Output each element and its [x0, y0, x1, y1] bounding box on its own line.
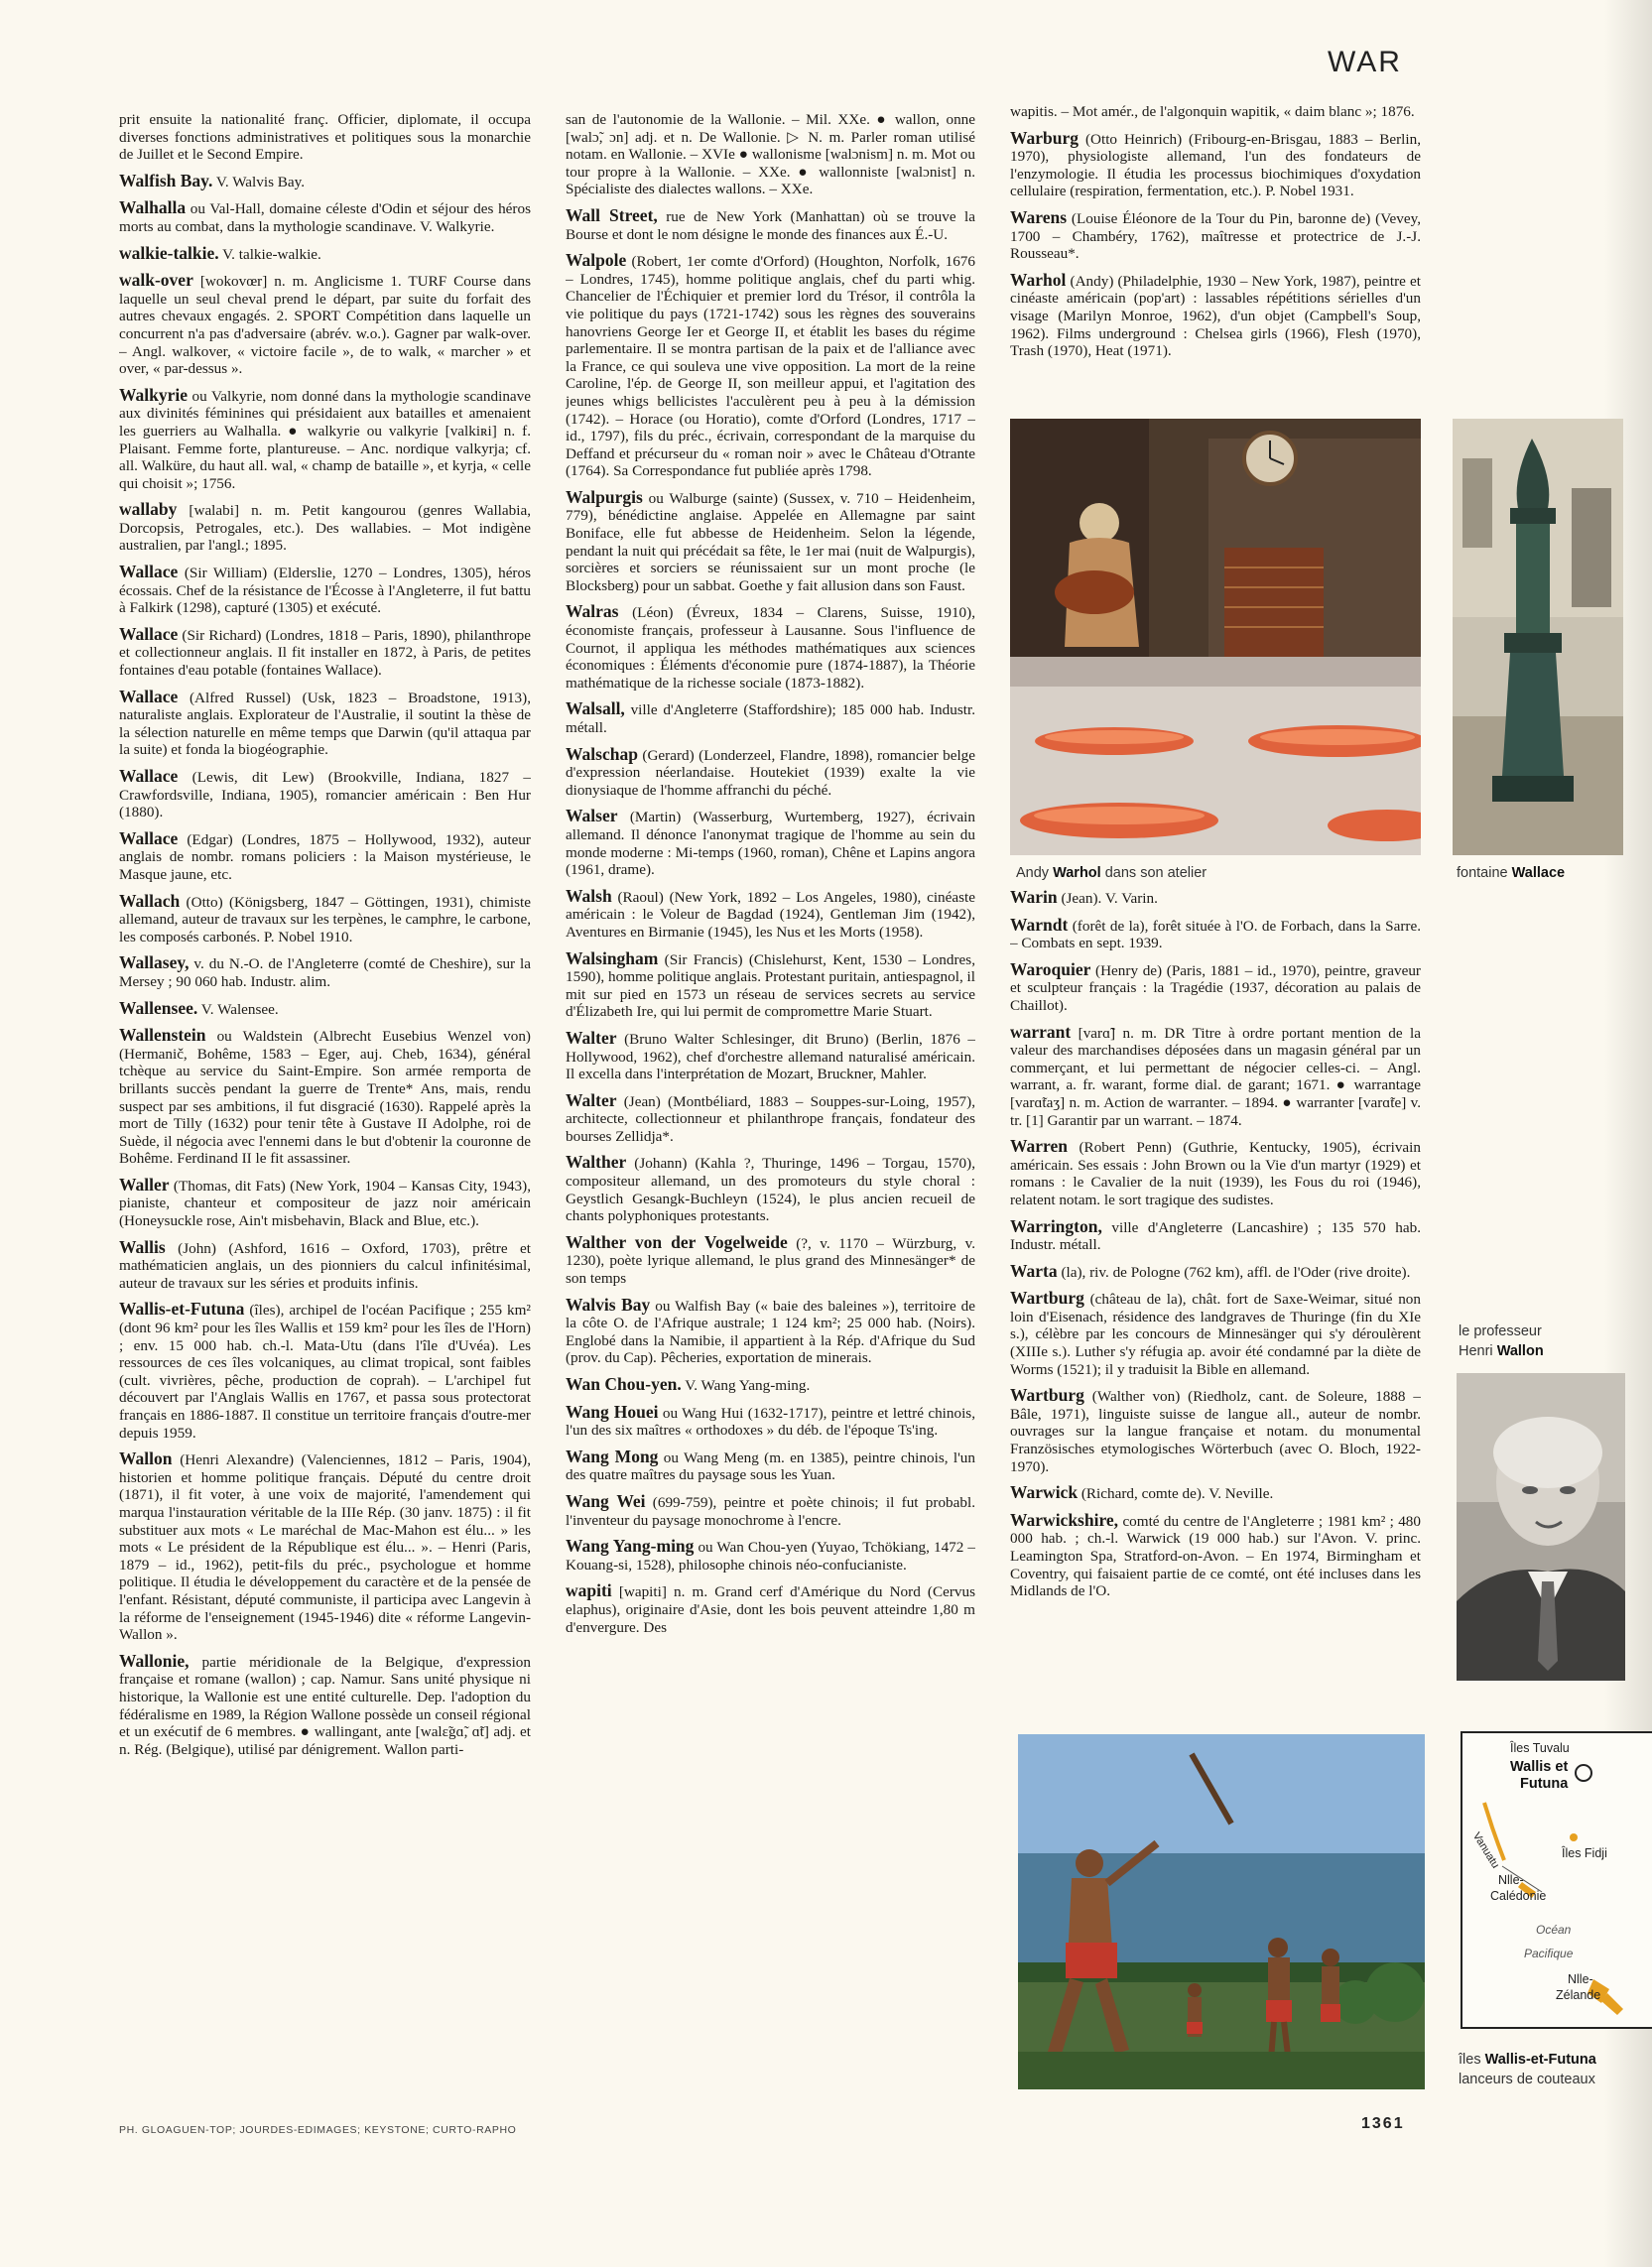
dictionary-entry [1010, 103, 1421, 121]
warhol-photo [1010, 419, 1421, 855]
entry-headword: Warrington, [1010, 1215, 1102, 1236]
entry-definition: [wokovœr] n. m. Anglicisme 1. TURF Course dans laquelle un seul cheval prend le départ, par suite du forfait des autres chevaux engagés. 2. SPORT Compétition dans laquelle un concurrent n'a pas d'adversaire (abrév. w.o.). Gagner par walk-over. – Angl. walkover, « victoire facile », de to walk, « marcher » et over, « par-dessus ». [119, 273, 531, 378]
map-title-line: Futuna [1520, 1776, 1569, 1792]
caption-text: Andy [1016, 865, 1054, 881]
dictionary-entry [1010, 914, 1421, 952]
entry-headword: Walther von der Vogelweide [566, 1231, 788, 1252]
caption-name: Wallis-et-Futuna [1484, 2052, 1596, 2068]
entry-headword: Wallasey, [119, 952, 190, 973]
dictionary-entry [1010, 269, 1421, 360]
entry-definition: rue de New York (Manhattan) où se trouve la Bourse et dont le nom désigne le monde des finances aux É.-U. [566, 207, 975, 243]
entry-definition: (Raoul) (New York, 1892 – Los Angeles, 1980), cinéaste américain : le Voleur de Bagdad (1924), Gentleman Jim (1942), Aventures en Birmanie (1945), les Nus et les Morts (1958). [566, 888, 975, 941]
entry-headword: Walsh [566, 885, 612, 906]
map-label-caledonie [1490, 1872, 1547, 1904]
map-label-line: Nlle- [1498, 1873, 1524, 1887]
dictionary-entry [119, 768, 531, 821]
map-label-tuvalu: Îles Tuvalu [1510, 1741, 1570, 1755]
entry-definition: comté du centre de l'Angleterre ; 1981 km² ; 480 000 hab. ; ch.-l. Warwick (19 000 hab.) sur l'Avon. V. princ. Leamington Spa, Stratford-on-Avon. – En 1974, Birmingham et Coventry, qui faisaient partie de ce comté, ont été incluses dans les Midlands de l'O. [1010, 1512, 1421, 1600]
dictionary-entry [1010, 889, 1421, 908]
map-label-line: Zélande [1556, 1988, 1601, 2002]
caption-text: dans son atelier [1100, 865, 1207, 881]
dictionary-entry [1010, 1138, 1421, 1208]
dictionary-entry [1010, 1484, 1421, 1503]
column-3-top [1010, 103, 1421, 421]
entry-definition: (Louise Éléonore de la Tour du Pin, baronne de) (Vevey, 1700 – Chambéry, 1762), maîtresse et protectrice de J.-J. Rousseau*. [1010, 209, 1421, 263]
entry-headword: Waroquier [1010, 958, 1091, 979]
entry-headword: Walfish Bay. [119, 170, 213, 190]
wallon-caption [1459, 1322, 1544, 1361]
page-number: 1361 [1361, 2115, 1405, 2132]
dictionary-entry [566, 1538, 975, 1574]
dictionary-entry [566, 603, 975, 692]
caption-line [1459, 1341, 1544, 1361]
dictionary-entry [119, 564, 531, 617]
wallace-fountain-photo [1453, 419, 1623, 855]
caption-text: îles [1459, 2052, 1485, 2068]
map-title-line: Wallis et [1510, 1759, 1569, 1775]
entry-headword: Warndt [1010, 914, 1069, 935]
fountain-caption [1457, 865, 1565, 881]
warhol-studio-image [1010, 419, 1421, 855]
entry-headword: Waller [119, 1174, 170, 1195]
entry-definition: (Henri Alexandre) (Valenciennes, 1812 – Paris, 1904), historien et homme politique français. Député du centre droit (1871), il fit voter, à une voix de majorité, l'amendement qui marqua l'instauration véritable de la IIIe Rép. (30 janv. 1875) : il fit substituer aux mots « Le maréchal de Mac-Mahon est élu... » les mots « Le président de la République est élu... ». – Henri (Paris, 1879 – id., 1962), petit-fils du préc., psychologue et homme politique. Il étudia le développement du caractère et de la pensée de l'enfant. Résistant, député communiste, il participa avec Langevin à la réforme de l'enseignement (1945-1946) dite « réforme Langevin-Wallon ». [119, 1451, 531, 1644]
caption-line [1459, 2050, 1596, 2070]
entry-headword: Walkyrie [119, 384, 189, 405]
entry-definition: [wapiti] n. m. Grand cerf d'Amérique du Nord (Cervus elaphus), originaire d'Asie, dont les bois peuvent atteindre 1,80 m d'envergure. Des [566, 1583, 975, 1636]
dictionary-entry [119, 384, 531, 493]
caption-text: Henri [1459, 1343, 1497, 1359]
entry-definition: prit ensuite la nationalité franç. Officier, diplomate, il occupa diverses fonctions administratives et politiques sous la monarchie de Juillet et le Second Empire. [119, 111, 531, 164]
warhol-caption [1016, 865, 1207, 881]
entry-definition: (Martin) (Wasserburg, Wurtemberg, 1927), écrivain allemand. Il dénonce l'anonymat tragique de l'homme au sein du monde moderne : Mi-temps (1960, roman), Chêne et Lapins angora (1961, drame). [566, 809, 975, 879]
entry-headword: Warin [1010, 889, 1058, 907]
dictionary-entry [566, 1376, 975, 1395]
entry-definition: ville d'Angleterre (Staffordshire); 185 000 hab. Industr. métall. [566, 701, 975, 736]
dictionary-entry [566, 1231, 975, 1288]
dictionary-entry [119, 242, 531, 264]
entry-headword: Walter [566, 1089, 617, 1110]
entry-definition: (Richard, comte de). V. Neville. [1078, 1485, 1274, 1503]
entry-definition: (Sir Richard) (Londres, 1818 – Paris, 1890), philanthrope et collectionneur anglais. Il fit installer en 1872, à Paris, de petites fontaines d'eau potable (fontaines Wallace). [119, 626, 531, 680]
dictionary-entry [566, 111, 975, 198]
dictionary-entry [1010, 1215, 1421, 1254]
entry-definition: (Robert, 1er comte d'Orford) (Houghton, Norfolk, 1676 – Londres, 1745), homme politique anglais, chef du parti whig. Chancelier de l'Échiquier et premier lord du Trésor, il contrôla la vie politique du pays (1721-1742) sous les règnes des souverains hanovriens George Ier et George II, et établit les bases du régime parlementaire. Il se montra partisan de la paix et de l'alliance avec la France, ce qui souleva une vive opposition. La mort de la reine Caroline, l'ép. de George II, son meilleur appui, et l'agitation des jeunes whigs bellicistes l'acculèrent peu à peu à la démission (1742). – Horace (ou Horatio), comte d'Orford (Londres, 1717 – id., 1797), fils du préc., écrivain, correspondant de la marquise du Deffand et précurseur du « roman noir » avec le Château d'Otrante (1764). Sa Correspondance fut publiée après 1798. [566, 253, 975, 480]
dictionary-entry [566, 700, 975, 736]
entry-definition: V. Walensee. [197, 1000, 279, 1018]
dictionary-entry [1010, 1290, 1421, 1378]
caption-name: Wallon [1496, 1343, 1544, 1359]
dictionary-entry [119, 997, 531, 1019]
map-label-line: Nlle- [1568, 1972, 1593, 1986]
entry-definition: san de l'autonomie de la Wallonie. – Mil. XXe. ● wallon, onne [walɔ̃, ɔn] adj. et n. De Wallonie. ▷ N. m. Parler roman utilisé notam. en Wallonie. – XVIe ● wallonisme [walɔnism] n. m. Mot ou tour propre à la Wallonie. – XXe. ● wallonniste [walɔnist] n. Spécialiste des dialectes wallons. – XXe. [566, 111, 975, 198]
entry-headword: Warren [1010, 1136, 1069, 1157]
caption-line: le professeur [1459, 1323, 1542, 1339]
entry-headword: Wallach [119, 890, 181, 911]
map-label-zelande [1556, 1971, 1600, 2003]
dictionary-entry [119, 1301, 531, 1442]
entry-headword: Wang Yang-ming [566, 1536, 695, 1557]
dictionary-entry [1010, 1387, 1421, 1475]
entry-definition: (Johann) (Kahla ?, Thuringe, 1496 – Torgau, 1570), compositeur allemand, un des promoteurs du style choral : Geystlich Gesangk-Buchleyn (1524), le plus ancien recueil de chants polyphoniques protestants. [566, 1155, 975, 1225]
caption-name: Wallace [1511, 865, 1566, 881]
entry-definition: V. Walvis Bay. [212, 173, 306, 190]
dictionary-entry [566, 885, 975, 942]
entry-headword: Wallis-et-Futuna [119, 1299, 245, 1320]
dictionary-entry [1010, 958, 1421, 1015]
entry-headword: Wallonie, [119, 1650, 190, 1671]
entry-definition: [varɑ̃] n. m. DR Titre à ordre portant mention de la valeur des marchandises déposées dans un magasin général par un commerçant, et lui permettant de négocier celles-ci. – Angl. warrant, a. fr. warant, forme dial. de garant; 1671. ● warrantage [varɑ̃taʒ] n. m. Action de warranter. – 1894. ● warranter [varɑ̃te] v. tr. [1] Garantir par un warrant. – 1874. [1010, 1024, 1421, 1129]
dictionary-entry [119, 1027, 531, 1168]
dictionary-entry [119, 623, 531, 680]
entry-headword: Walter [566, 1027, 617, 1048]
dictionary-entry [566, 486, 975, 595]
entry-definition: partie méridionale de la Belgique, d'expression française et romane (wallon) ; cap. Namur. Sans unité physique ni historique, la Wallonie est une entité culturelle. Dep. l'adoption du fédéralisme en 1989, la Région Wallone possède un conseil régional et un exécutif de 6 membres. ● wallingant, ante [walɛ̃gɑ̃, ɑ̃t] adj. et n. Rég. (Belgique), utilisé par dénigrement. Wallon parti- [119, 1653, 531, 1758]
entry-headword: Walsingham [566, 947, 659, 968]
entry-definition: (château de la), chât. fort de Saxe-Weimar, situé non loin d'Eisenach, résidence des landgraves de Thuringe (fin du XIe s.), célèbre par les concours de Minnesänger qui s'y déroulèrent (XIIIe s.). Luther s'y réfugia ap. avoir été condamné par la diète de Worms (1521); il y traduisit la Bible en allemand. [1010, 1291, 1421, 1378]
entry-headword: Walvis Bay [566, 1294, 651, 1315]
entry-definition: (Bruno Walter Schlesinger, dit Bruno) (Berlin, 1876 – Hollywood, 1962), chef d'orchestre allemand naturalisé américain. Il excella dans l'interprétation de Mozart, Bruckner, Mahler. [566, 1030, 975, 1083]
entry-definition: (Sir William) (Elderslie, 1270 – Londres, 1305), héros écossais. Chef de la résistance de l'Écosse à l'Angleterre, il fut battu à Falkirk (1298), capturé (1305) et exécuté. [119, 565, 531, 617]
entry-headword: Wallace [119, 686, 179, 706]
dictionary-entry [119, 686, 531, 759]
entry-definition: (Léon) (Évreux, 1834 – Clarens, Suisse, 1910), économiste français, professeur à Lausanne. Sous l'influence de Cournot, il appliqua les méthodes mathématiques aux sciences économiques : Éléments d'économie pure (1874-1887), la Théorie mathématique de la richesse sociale (1873-1882). [566, 604, 975, 692]
entry-definition: ou Val-Hall, domaine céleste d'Odin et séjour des héros morts au combat, dans la mythologie scandinave. V. Walkyrie. [119, 200, 531, 235]
dictionary-entry [119, 890, 531, 946]
entry-headword: Warhol [1010, 269, 1067, 290]
wallis-futuna-map [1461, 1731, 1652, 2029]
dictionary-entry [119, 170, 531, 191]
entry-headword: Wallenstein [119, 1025, 206, 1046]
dictionary-entry [119, 1450, 531, 1644]
running-header: WAR [1328, 46, 1402, 78]
dictionary-entry [566, 743, 975, 800]
dictionary-entry [566, 204, 975, 243]
entry-definition: (Otto Heinrich) (Fribourg-en-Brisgau, 1883 – Berlin, 1970), physiologiste allemand, l'un des fondateurs de l'enzymologie. Il étudia les processus biochimiques d'oxydation cellulaire (respiration, fermentation, etc.). P. Nobel 1931. [1010, 130, 1421, 200]
entry-headword: Wall Street, [566, 204, 658, 225]
wallis-futuna-caption [1459, 2050, 1596, 2089]
entry-headword: Walpole [566, 250, 627, 271]
entry-headword: Wartburg [1010, 1288, 1084, 1309]
entry-headword: wapiti [566, 1580, 612, 1601]
dictionary-entry [1010, 1021, 1421, 1130]
entry-definition: ou Walburge (sainte) (Sussex, v. 710 – Heidenheim, 779), bénédictine anglaise. Appelée en Allemagne par saint Boniface, elle fut abbesse de Heidenheim. Selon la légende, pendant la nuit qui précédait sa fête, le 1er mai (nuit de Walpurgis), sorcières et sorciers se réunissaient sur un mont proche (le Blocksberg) pour un sabbat. Goethe y fait allusion dans son Faust. [566, 489, 975, 594]
dictionary-entry [119, 1236, 531, 1293]
entry-definition: (Thomas, dit Fats) (New York, 1904 – Kansas City, 1943), pianiste, chanteur et compositeur de jazz noir américain (Honeysuckle rose, Ain't misbehavin, Black and Blue, etc.). [119, 1177, 531, 1230]
dictionary-entry [566, 808, 975, 878]
portrait-image [1457, 1373, 1625, 1681]
entry-headword: Walras [566, 601, 619, 622]
caption-text: fontaine [1457, 865, 1512, 881]
dictionary-entry [119, 827, 531, 884]
entry-definition: (Andy) (Philadelphie, 1930 – New York, 1987), peintre et cinéaste américain (pop'art) : lassables répétitions sérielles d'un visage (Marilyn Monroe, 1962), d'un objet (Campbell's Soup, 1962). Films underground : Chelsea girls (1966), Flesh (1970), Trash (1970), Heat (1971). [1010, 272, 1421, 360]
entry-definition: (Henry de) (Paris, 1881 – id., 1970), peintre, graveur et sculpteur français : la Tragédie (1937, décoration au palais de Chaillot). [1010, 961, 1421, 1014]
entry-definition: ou Valkyrie, nom donné dans la mythologie scandinave aux divinités féminines qui présidaient aux batailles et amenaient les guerriers au Walhalla. ● walkyrie ou valkyrie [valkiʀi] n. f. Plaisant. Femme forte, plantureuse. – Anc. nordique valkyrja; cf. all. Walküre, du haut all. wal, « champ de bataille », et kyrja, « celle qui choisit »; 1756. [119, 387, 531, 492]
entry-headword: Wallace [119, 827, 179, 848]
entry-headword: Walser [566, 806, 618, 826]
column-1 [119, 111, 531, 2095]
dictionary-entry [119, 272, 531, 378]
map-label-line: Pacifique [1524, 1947, 1574, 1960]
entry-definition: (699-759), peintre et poète chinois; il fut probabl. l'inventeur du paysage monochrome à l'encre. [566, 1493, 975, 1529]
dictionary-entry [119, 954, 531, 990]
dictionary-entry [566, 1089, 975, 1146]
entry-headword: warrant [1010, 1021, 1072, 1042]
entry-definition: (Alfred Russel) (Usk, 1823 – Broadstone, 1913), naturaliste anglais. Explorateur de l'Australie, il soutint la thèse de la sélection naturelle en même temps que Darwin (qu'il attaqua par la suite) et fonda la biogéographie. [119, 689, 531, 759]
entry-definition: (îles), archipel de l'océan Pacifique ; 255 km² (dont 96 km² pour les îles Wallis et 159 km² pour les îles de l'Horn) ; env. 15 000 hab. ch.-l. Mata-Utu (dans l'île d'Uvéa). Les ressources de ces îles volcaniques, au climat tropical, sont faibles (cult. vivrières, pêche, production de coprah). – L'archipel fut découvert par l'Anglais Wallis en 1767, et passa sous protectorat français en 1886-1887. Il constitue un territoire français d'outre-mer depuis 1959. [119, 1302, 531, 1442]
entry-definition: (forêt de la), forêt située à l'O. de Forbach, dans la Sarre. – Combats en sept. 1939. [1010, 917, 1421, 952]
entry-definition: (John) (Ashford, 1616 – Oxford, 1703), prêtre et mathématicien anglais, un des pionniers du calcul infinitésimal, auteur de travaux sur les séries et produits infinis. [119, 1239, 531, 1292]
dictionary-entry [566, 1401, 975, 1440]
entry-headword: Wang Houei [566, 1401, 659, 1422]
entry-definition: (Sir Francis) (Chislehurst, Kent, 1530 – Londres, 1590), homme politique anglais. Protestant puritain, antiespagnol, il mit sur pied en 1573 un réseau de services secrets au service d'Élizabeth Ire, qui lui permit de compromettre Marie Stuart. [566, 950, 975, 1021]
entry-headword: Warta [1010, 1260, 1058, 1281]
entry-headword: Wallace [119, 766, 179, 786]
entry-headword: Wartburg [1010, 1385, 1084, 1406]
entry-definition: v. du N.-O. de l'Angleterre (comté de Cheshire), sur la Mersey ; 90 060 hab. Industr. alim. [119, 955, 531, 990]
caption-name: Warhol [1053, 865, 1101, 881]
entry-definition: ou Walfish Bay (« baie des baleines »), territoire de la côte O. de l'Afrique australe; 1 124 km²; 25 000 hab. (Noirs). Englobé dans la Namibie, il appartient à la Rép. d'Afrique du Sud (prov. du Cap). Pêcheries, exportation de minerais. [566, 1297, 975, 1367]
entry-headword: Wang Mong [566, 1446, 659, 1466]
entry-headword: Walpurgis [566, 486, 643, 507]
map-title [1510, 1759, 1568, 1793]
entry-headword: Walhalla [119, 197, 187, 218]
fountain-image [1453, 419, 1623, 855]
entry-headword: Walschap [566, 743, 638, 764]
map-label-line: Océan [1536, 1923, 1572, 1937]
entry-definition: (Jean) (Montbéliard, 1883 – Souppes-sur-Loing, 1957), architecte, collectionneur et philanthrope français, fondateur des bourses Zellidja*. [566, 1092, 975, 1145]
entry-headword: Walther [566, 1152, 627, 1173]
photo-credits: PH. GLOAGUEN-TOP; JOURDES-EDIMAGES; KEYSTONE; CURTO-RAPHO [119, 2124, 517, 2136]
entry-definition: V. talkie-walkie. [218, 245, 321, 263]
entry-headword: Wallace [119, 623, 179, 644]
entry-definition: (?, v. 1170 – Würzburg, v. 1230), poète lyrique allemand, le plus grand des Minnesänger* de son temps [566, 1234, 975, 1288]
map-label-vanuatu: Vanuatu [1469, 1830, 1502, 1871]
entry-headword: Warens [1010, 206, 1068, 227]
entry-headword: Warwick [1010, 1482, 1079, 1503]
wallis-futuna-photo [1018, 1734, 1425, 2089]
dictionary-entry [119, 111, 531, 164]
entry-headword: Wallon [119, 1448, 173, 1469]
dictionary-entry [1010, 206, 1421, 263]
entry-definition: (Robert Penn) (Guthrie, Kentucky, 1905), écrivain américain. Ses essais : John Brown ou la Vie d'un martyr (1929) et romans : le Cavalier de la nuit (1939), les Fous du roi (1946), relatent notam. le sort tragique des sudistes. [1010, 1139, 1421, 1208]
dictionary-entry [119, 1174, 531, 1230]
map-label-ocean [1524, 1918, 1574, 1965]
dictionary-entry [566, 1582, 975, 1636]
dictionary-entry [1010, 1509, 1421, 1600]
entry-headword: wallaby [119, 499, 178, 520]
entry-definition: wapitis. – Mot amér., de l'algonquin wapitik, « daim blanc »; 1876. [1010, 103, 1415, 120]
entry-definition: V. Wang Yang-ming. [681, 1377, 811, 1394]
dictionary-entry [566, 1154, 975, 1224]
entry-definition: ou Wang Meng (m. en 1385), peintre chinois, l'un des quatre maîtres du paysage sous les Yuan. [566, 1448, 975, 1484]
dictionary-entry [119, 199, 531, 235]
entry-definition: (Walther von) (Riedholz, cant. de Soleure, 1888 – Bâle, 1971), linguiste suisse de langue all., auteur de nombr. ouvrages sur la langue française et notam. du monumental Französisches etymologisches Wörterbuch (avec O. Bloch, 1922-1970). [1010, 1388, 1421, 1475]
map-label-line: Calédonie [1490, 1889, 1547, 1903]
map-label-fidji: Îles Fidji [1562, 1846, 1607, 1860]
entry-headword: Wang Wei [566, 1490, 646, 1511]
entry-definition: ville d'Angleterre (Lancashire) ; 135 570 hab. Industr. métall. [1010, 1218, 1421, 1254]
entry-definition: (Otto) (Königsberg, 1847 – Göttingen, 1931), chimiste allemand, auteur de travaux sur les terpènes, le camphre, le carbone, les composés carbonés. P. Nobel 1910. [119, 893, 531, 945]
entry-definition: (Gerard) (Londerzeel, Flandre, 1898), romancier belge d'expression néerlandaise. Houtekiet (1939) exalte la vie dionysiaque de l'homme affranchi du péché. [566, 746, 975, 799]
caption-line: lanceurs de couteaux [1459, 2072, 1595, 2087]
dictionary-entry [566, 252, 975, 480]
dictionary-entry [119, 501, 531, 555]
entry-headword: Wallensee. [119, 997, 198, 1018]
henri-wallon-photo [1457, 1373, 1625, 1681]
entry-definition: (Edgar) (Londres, 1875 – Hollywood, 1932), auteur anglais de nombr. romans policiers : la Maison mystérieuse, le Masque jaune, etc. [119, 830, 531, 883]
entry-headword: Wallis [119, 1236, 166, 1257]
entry-headword: Wallace [119, 562, 179, 582]
entry-headword: walkie-talkie. [119, 242, 219, 263]
dictionary-entry [119, 1650, 531, 1759]
entry-definition: (Jean). V. Varin. [1057, 890, 1158, 907]
entry-headword: walk-over [119, 270, 193, 291]
dictionary-entry [1010, 127, 1421, 200]
dictionary-entry [566, 1490, 975, 1529]
entry-definition: [walabi] n. m. Petit kangourou (genres Wallabia, Dorcopsis, Petrogales, etc.). Des wallabies. – Mot indigène australien, par l'angl.; 1895. [119, 502, 531, 555]
dictionary-entry [566, 947, 975, 1021]
dictionary-entry [566, 1448, 975, 1484]
entry-headword: Wan Chou-yen. [566, 1374, 682, 1394]
entry-definition: (Lewis, dit Lew) (Brookville, Indiana, 1827 – Crawfordsville, Indiana, 1905), romancier américain : Ben Hur (1880). [119, 769, 531, 821]
knife-throwers-image [1018, 1734, 1425, 2089]
entry-headword: Warwickshire, [1010, 1509, 1119, 1530]
entry-headword: Walsall, [566, 698, 625, 719]
dictionary-entry [1010, 1260, 1421, 1282]
dictionary-entry [566, 1294, 975, 1367]
column-2 [566, 111, 975, 2095]
column-3-bottom [1010, 889, 1421, 1728]
entry-definition: ou Wan Chou-yen (Yuyao, Tchökiang, 1472 – Kouang-si, 1528), philosophe chinois néo-confucianiste. [566, 1539, 975, 1574]
entry-definition: ou Waldstein (Albrecht Eusebius Wenzel von) (Hermanič, Bohême, 1583 – Eger, auj. Cheb, 1634), général tchèque au service du Saint-Empire. Son armée remporta de brillants succès pendant la guerre de Trente* Ans, mais, rendu suspect par ses ambitions, il fut disgracié (1630). Rappelé après la mort de Tilly (1632) pour tenir tête à Gustave II Adolphe, roi de Suède, il négocia avec l'ennemi dans le but d'obtenir la couronne de Bohême. Ferdinand II le fit assassiner. [119, 1028, 531, 1168]
entry-definition: ou Wang Hui (1632-1717), peintre et lettré chinois, l'un des six maîtres « orthodoxes » du déb. de l'époque Ts'ing. [566, 1404, 975, 1440]
entry-definition: (la), riv. de Pologne (762 km), affl. de l'Oder (rive droite). [1057, 1263, 1411, 1281]
entry-headword: Warburg [1010, 127, 1080, 148]
dictionary-entry [566, 1027, 975, 1083]
